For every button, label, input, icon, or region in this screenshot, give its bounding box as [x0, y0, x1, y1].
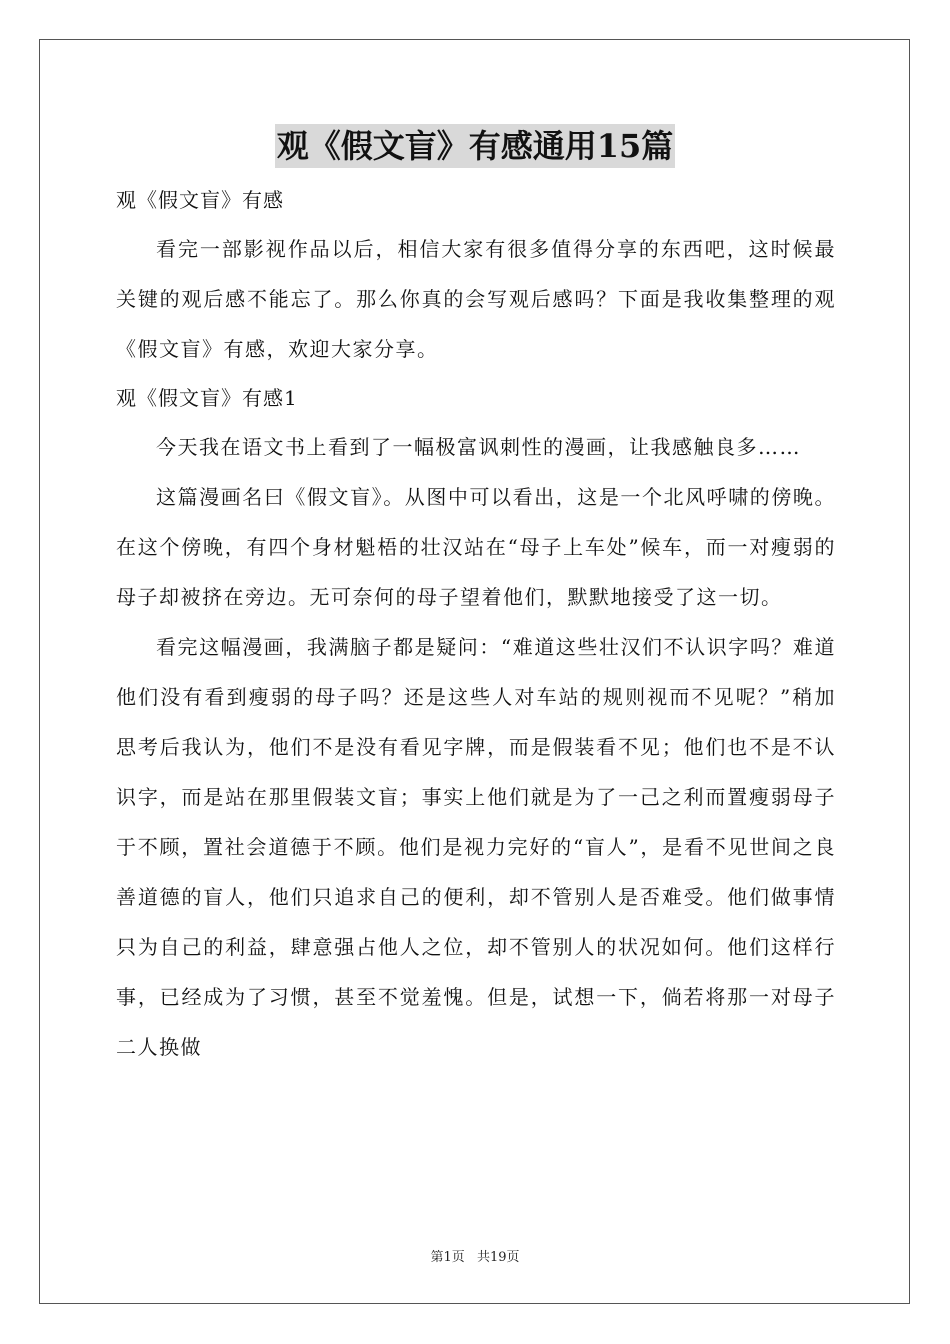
page-number: 第1页 — [430, 1250, 465, 1265]
body-paragraph-3: 看完这幅漫画，我满脑子都是疑问：“难道这些壮汉们不认识字吗？难道他们没有看到瘦弱的母子吗？还是这些人对车站的规则视而不见呢？”稍加思考后我认为，他们不是没有看见字牌，而是假装看不见；他们也不是不认识字，而是站在那里假装文盲；事实上他们就是为了一己之利而置瘦弱母子于不顾，置社会道德于不顾。他们是视力完好的“盲人”，是看不见世间之良善道德的盲人，他们只追求自己的便利，却不管别人是否难受。他们做事情只为自己的利益，肆意强占他人之位，却不管别人的状况如何。他们这样行事，已经成为了习惯，甚至不觉羞愧。但是，试想一下，倘若将那一对母子二人换做 — [116, 635, 836, 1059]
page-footer — [0, 1246, 950, 1265]
page-total: 共19页 — [476, 1250, 520, 1265]
title-container — [0, 124, 950, 168]
document-title: 观《假文盲》有感通用15篇 — [275, 124, 676, 168]
body-paragraph-1: 今天我在语文书上看到了一幅极富讽刺性的漫画，让我感触良多…… — [156, 435, 801, 459]
document-subtitle: 观《假文盲》有感 — [116, 188, 284, 212]
intro-paragraph: 看完一部影视作品以后，相信大家有很多值得分享的东西吧，这时候最关键的观后感不能忘了。那么你真的会写观后感吗？下面是我收集整理的观《假文盲》有感，欢迎大家分享。 — [116, 237, 836, 361]
document-body — [116, 176, 836, 1072]
section-heading: 观《假文盲》有感1 — [116, 386, 298, 410]
body-paragraph-2: 这篇漫画名曰《假文盲》。从图中可以看出，这是一个北风呼啸的傍晚。在这个傍晚，有四个身材魁梧的壮汉站在“母子上车处”候车，而一对瘦弱的母子却被挤在旁边。无可奈何的母子望着他们，默默地接受了这一切。 — [116, 485, 836, 609]
